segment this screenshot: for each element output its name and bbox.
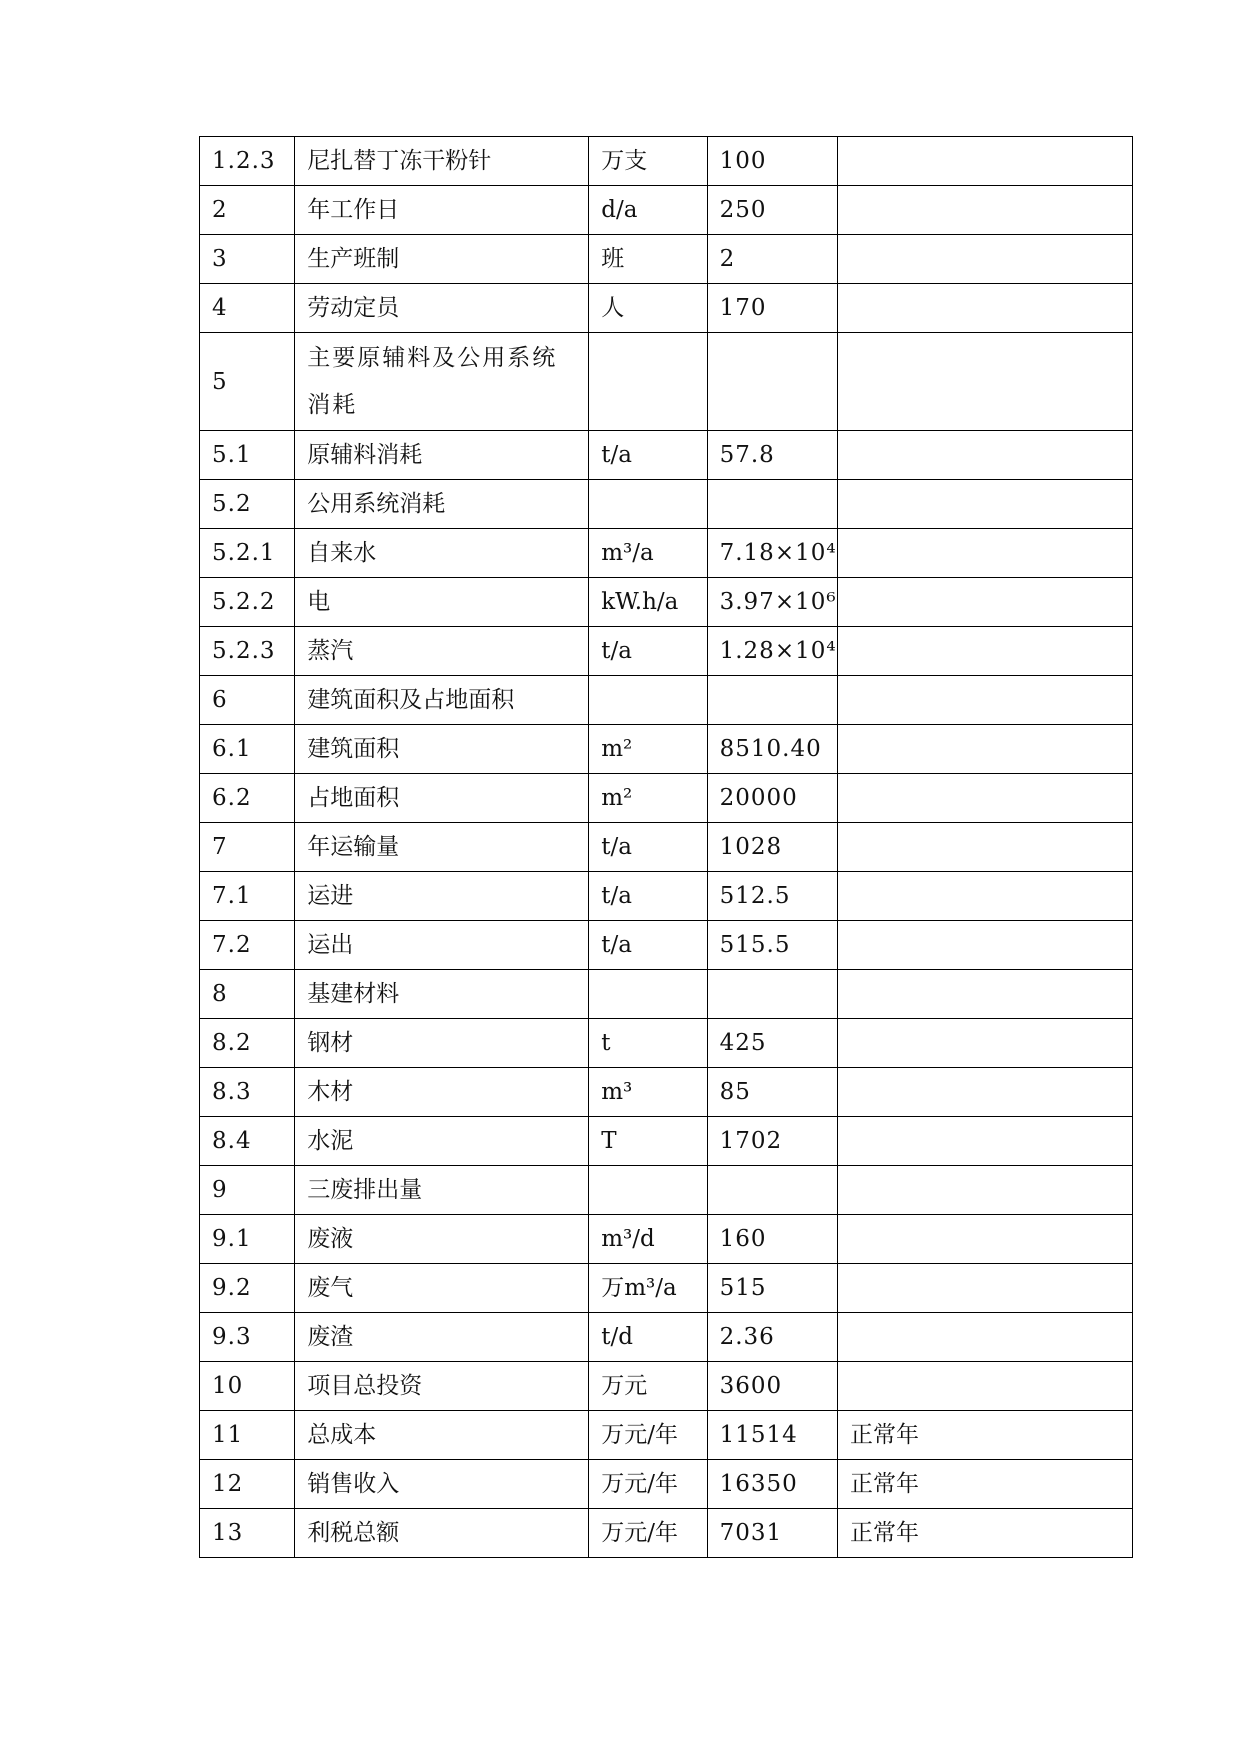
row-number-cell: 5.2.2: [200, 578, 295, 627]
table-row: [200, 676, 1133, 725]
item-name-cell: 自来水: [295, 529, 589, 578]
table-row: [200, 529, 1133, 578]
unit-cell: t/a: [589, 921, 707, 970]
unit-cell: t: [589, 1019, 707, 1068]
value-cell: 85: [707, 1068, 837, 1117]
note-cell: [838, 676, 1133, 725]
item-name-cell: 废渣: [295, 1313, 589, 1362]
item-name-cell: 原辅料消耗: [295, 431, 589, 480]
note-cell: [838, 431, 1133, 480]
note-cell: [838, 578, 1133, 627]
value-cell: [707, 480, 837, 529]
item-name-cell: 废气: [295, 1264, 589, 1313]
table-row: [200, 1460, 1133, 1509]
table-body: [200, 137, 1133, 1558]
table-row: [200, 284, 1133, 333]
unit-cell: m³/a: [589, 529, 707, 578]
value-cell: 11514: [707, 1411, 837, 1460]
row-number-cell: 7: [200, 823, 295, 872]
unit-cell: 万元/年: [589, 1411, 707, 1460]
value-cell: 8510.40: [707, 725, 837, 774]
value-cell: 16350: [707, 1460, 837, 1509]
value-cell: 57.8: [707, 431, 837, 480]
unit-cell: 万元/年: [589, 1460, 707, 1509]
unit-cell: m³/d: [589, 1215, 707, 1264]
item-name-cell: 项目总投资: [295, 1362, 589, 1411]
table-row: [200, 872, 1133, 921]
value-cell: 170: [707, 284, 837, 333]
item-name-cell: 运出: [295, 921, 589, 970]
table-row: [200, 235, 1133, 284]
value-cell: 515: [707, 1264, 837, 1313]
row-number-cell: 8: [200, 970, 295, 1019]
note-cell: [838, 1019, 1133, 1068]
technical-indicators-table: [199, 136, 1133, 1558]
item-name-cell: 电: [295, 578, 589, 627]
unit-cell: 万支: [589, 137, 707, 186]
row-number-cell: 5.1: [200, 431, 295, 480]
value-cell: 250: [707, 186, 837, 235]
unit-cell: t/a: [589, 431, 707, 480]
unit-cell: T: [589, 1117, 707, 1166]
note-cell: [838, 1362, 1133, 1411]
item-name-cell: 蒸汽: [295, 627, 589, 676]
note-cell: 正常年: [838, 1460, 1133, 1509]
unit-cell: 万元: [589, 1362, 707, 1411]
item-name-cell: 水泥: [295, 1117, 589, 1166]
row-number-cell: 9.3: [200, 1313, 295, 1362]
row-number-cell: 9: [200, 1166, 295, 1215]
table-row: [200, 1313, 1133, 1362]
value-cell: [707, 676, 837, 725]
unit-cell: [589, 1166, 707, 1215]
unit-cell: 万元/年: [589, 1509, 707, 1558]
row-number-cell: 5.2.1: [200, 529, 295, 578]
row-number-cell: 5.2.3: [200, 627, 295, 676]
table-row: [200, 333, 1133, 431]
note-cell: [838, 1264, 1133, 1313]
value-cell: 3.97×10⁶: [707, 578, 837, 627]
item-name-cell: 木材: [295, 1068, 589, 1117]
row-number-cell: 8.2: [200, 1019, 295, 1068]
note-cell: [838, 1117, 1133, 1166]
item-name-cell: 劳动定员: [295, 284, 589, 333]
item-name-cell: 占地面积: [295, 774, 589, 823]
unit-cell: d/a: [589, 186, 707, 235]
item-name-cell: 建筑面积: [295, 725, 589, 774]
value-cell: [707, 1166, 837, 1215]
value-cell: 1028: [707, 823, 837, 872]
unit-cell: 万m³/a: [589, 1264, 707, 1313]
note-cell: [838, 970, 1133, 1019]
note-cell: [838, 137, 1133, 186]
value-cell: 1.28×10⁴: [707, 627, 837, 676]
note-cell: [838, 333, 1133, 431]
row-number-cell: 8.3: [200, 1068, 295, 1117]
table-row: [200, 1509, 1133, 1558]
unit-cell: [589, 480, 707, 529]
note-cell: [838, 872, 1133, 921]
unit-cell: 人: [589, 284, 707, 333]
item-name-cell: 运进: [295, 872, 589, 921]
row-number-cell: 7.1: [200, 872, 295, 921]
row-number-cell: 1.2.3: [200, 137, 295, 186]
table-row: [200, 970, 1133, 1019]
row-number-cell: 12: [200, 1460, 295, 1509]
row-number-cell: 11: [200, 1411, 295, 1460]
note-cell: [838, 529, 1133, 578]
unit-cell: m²: [589, 725, 707, 774]
row-number-cell: 13: [200, 1509, 295, 1558]
item-name-cell: 年工作日: [295, 186, 589, 235]
row-number-cell: 6.2: [200, 774, 295, 823]
item-name-cell: 年运输量: [295, 823, 589, 872]
unit-cell: t/a: [589, 627, 707, 676]
row-number-cell: 10: [200, 1362, 295, 1411]
note-cell: [838, 1166, 1133, 1215]
value-cell: 3600: [707, 1362, 837, 1411]
unit-cell: m³: [589, 1068, 707, 1117]
note-cell: [838, 1215, 1133, 1264]
row-number-cell: 6: [200, 676, 295, 725]
item-name-cell: 总成本: [295, 1411, 589, 1460]
value-cell: 1702: [707, 1117, 837, 1166]
value-cell: 7.18×10⁴: [707, 529, 837, 578]
table-row: [200, 725, 1133, 774]
table-row: [200, 480, 1133, 529]
table-row: [200, 1019, 1133, 1068]
row-number-cell: 6.1: [200, 725, 295, 774]
value-cell: 2.36: [707, 1313, 837, 1362]
row-number-cell: 2: [200, 186, 295, 235]
item-name-cell: 建筑面积及占地面积: [295, 676, 589, 725]
table-row: [200, 431, 1133, 480]
unit-cell: [589, 333, 707, 431]
note-cell: [838, 235, 1133, 284]
note-cell: [838, 284, 1133, 333]
value-cell: 2: [707, 235, 837, 284]
table-row: [200, 137, 1133, 186]
unit-cell: kW.h/a: [589, 578, 707, 627]
unit-cell: t/a: [589, 823, 707, 872]
table-row: [200, 1411, 1133, 1460]
value-cell: 425: [707, 1019, 837, 1068]
note-cell: [838, 186, 1133, 235]
row-number-cell: 7.2: [200, 921, 295, 970]
note-cell: [838, 725, 1133, 774]
note-cell: [838, 823, 1133, 872]
value-cell: 512.5: [707, 872, 837, 921]
unit-cell: 班: [589, 235, 707, 284]
row-number-cell: 4: [200, 284, 295, 333]
item-name-cell: 公用系统消耗: [295, 480, 589, 529]
row-number-cell: 5: [200, 333, 295, 431]
note-cell: [838, 774, 1133, 823]
table-row: [200, 627, 1133, 676]
item-name-cell: 生产班制: [295, 235, 589, 284]
row-number-cell: 9.1: [200, 1215, 295, 1264]
note-cell: [838, 1068, 1133, 1117]
value-cell: 7031: [707, 1509, 837, 1558]
table-row: [200, 1068, 1133, 1117]
note-cell: [838, 480, 1133, 529]
value-cell: [707, 970, 837, 1019]
item-name-cell: 主要原辅料及公用系统消耗: [295, 333, 589, 431]
item-name-cell: 销售收入: [295, 1460, 589, 1509]
item-name-cell: 尼扎替丁冻干粉针: [295, 137, 589, 186]
note-cell: 正常年: [838, 1509, 1133, 1558]
value-cell: 100: [707, 137, 837, 186]
row-number-cell: 5.2: [200, 480, 295, 529]
table-row: [200, 823, 1133, 872]
table-row: [200, 1362, 1133, 1411]
row-number-cell: 3: [200, 235, 295, 284]
table-row: [200, 921, 1133, 970]
note-cell: [838, 921, 1133, 970]
table-row: [200, 1166, 1133, 1215]
table-row: [200, 186, 1133, 235]
table-row: [200, 578, 1133, 627]
unit-cell: t/a: [589, 872, 707, 921]
row-number-cell: 8.4: [200, 1117, 295, 1166]
note-cell: 正常年: [838, 1411, 1133, 1460]
unit-cell: [589, 676, 707, 725]
note-cell: [838, 627, 1133, 676]
table-row: [200, 1264, 1133, 1313]
table-row: [200, 1215, 1133, 1264]
row-number-cell: 9.2: [200, 1264, 295, 1313]
item-name-cell: 三废排出量: [295, 1166, 589, 1215]
table-row: [200, 1117, 1133, 1166]
unit-cell: [589, 970, 707, 1019]
item-name-cell: 基建材料: [295, 970, 589, 1019]
value-cell: 515.5: [707, 921, 837, 970]
value-cell: [707, 333, 837, 431]
table-row: [200, 774, 1133, 823]
note-cell: [838, 1313, 1133, 1362]
unit-cell: t/d: [589, 1313, 707, 1362]
value-cell: 20000: [707, 774, 837, 823]
item-name-cell: 钢材: [295, 1019, 589, 1068]
value-cell: 160: [707, 1215, 837, 1264]
item-name-cell: 废液: [295, 1215, 589, 1264]
unit-cell: m²: [589, 774, 707, 823]
item-name-cell: 利税总额: [295, 1509, 589, 1558]
